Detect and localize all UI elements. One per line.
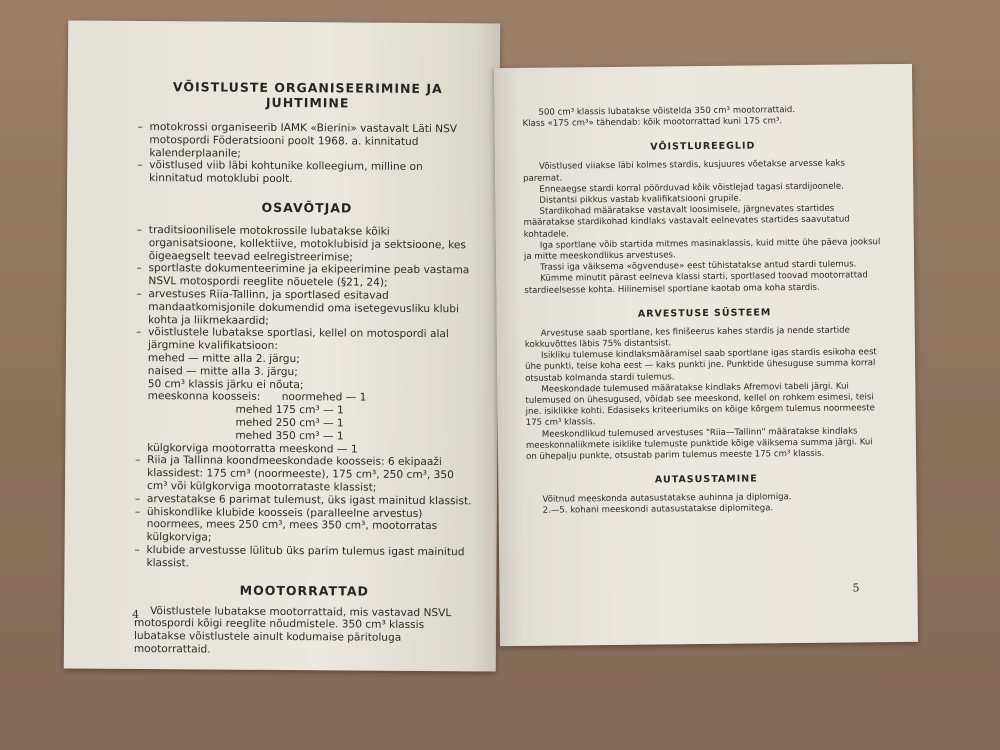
right-page-content <box>522 104 886 517</box>
heading-scoring-system: ARVESTUSE SÜSTEEM <box>637 307 772 320</box>
left-page-content <box>134 79 478 658</box>
rules-paragraph: Distantsi pikkus vastab kvalifikatsiooni grupile. <box>539 193 742 206</box>
org-item: – võistlused viib läbi kohtunike kolleegium, milline on kinnitatud motoklubi poolt. <box>137 159 477 187</box>
participant-item: – klubide arvestusse lülitub üks parim tulemus igast mainitud klassist. <box>134 544 474 572</box>
qualification-line: naised — mitte alla 3. järgu; <box>147 364 298 378</box>
heading-motorcycles: MOOTORRATTAD <box>239 582 369 599</box>
participant-item: – võistlustele lubatakse sportlasi, kellel on motospordi alal järgmine kvalifikatsioon: <box>136 326 476 354</box>
participant-item: – ühiskondlike klubide koosseis (paralleelne arvestus) noormees, mees 250 cm³, mees 350 cm³, mootorratas külgkorviga; <box>135 505 475 546</box>
intro-line: Klass «175 cm³» tähendab: kõik mootorrattad kuni 175 cm³. <box>522 116 783 130</box>
rules-paragraph: Võistlused viiakse läbi kolmes stardis, kusjuures võetakse arvesse kaks paremat. <box>523 158 846 184</box>
qualification-line: mehed — mitte alla 2. järgu; <box>147 352 300 366</box>
motorcycles-paragraph: Võistlustele lubatakse mootorrattaid, mis vastavad NSVL motospordi kõigi reeglite nõudmistele. 350 cm³ klassis lubatakse võistlustele ainult kodumaise päritoluga mootorrattaid. <box>133 604 452 656</box>
participant-item: – arvestatakse 6 parimat tulemust, üks igast mainitud klassist. <box>135 493 475 508</box>
scoring-paragraph: Meeskondlikud tulemused arvestuses "Riia—Tallinn" määratakse kindlaks meeskonnaliikmete isiklike tulemuste punktide kõige väiksema summa järgi. Kui on ühepalju punkte, otsustab parim tulemus meeste 175 cm³ klassis. <box>525 426 873 462</box>
participant-item: – Riia ja Tallinna koondmeeskondade koosseis: 6 ekipaaži klassidest: 175 cm³ (noormeeste), 175 cm³, 250 cm³, 350 cm³ või külgkorviga mootorrataste klassist; <box>135 454 475 495</box>
team-line-juniors: noormehed — 1 <box>281 391 367 404</box>
participant-item: – traditsioonilisele motokrossile lubatakse kõiki organisatsioone, kollektiive, motoklubisid ja sektsioone, kes õigeaegselt teevad eelregistreerimise; <box>137 224 477 265</box>
awards-paragraph: Võitnud meeskonda autasustatakse auhinna ja diplomiga. <box>542 492 792 506</box>
right-page <box>494 64 918 646</box>
team-line: mehed 250 cm³ — 1 <box>235 416 344 430</box>
team-composition-label: meeskonna koosseis: <box>147 390 261 404</box>
scoring-paragraph: Isikliku tulemuse kindlaksmääramisel saab sportlane igas stardis esikoha eest ühe punkti, teise koha eest — kaks punkti jne. Punktide ühesuguse summa korral otsustab kolmanda stardi tulemus. <box>525 347 877 384</box>
rules-paragraph: Trassi iga väiksema «õgvenduse» eest tühistatakse antud stardi tulemus. <box>540 259 857 273</box>
rules-paragraph: Kümme minutit pärast eelneva klassi starti, sportlased toovad mootorrattad stardieelsesse kohta. Hilinemisel sportlane kaotab oma koha stardis. <box>524 270 868 296</box>
org-item: – motokrossi organiseerib IAMK «Bierini» vastavalt Läti NSV motospordi Föderatsiooni poolt 1968. a. kinnitatud kalenderplaanile; <box>137 121 477 162</box>
participant-item: – arvestuses Riia-Tallinn, ja sportlased esitavad mandaatkomisjonile dokumendid oma isetegevusliku klubi kohta ja liikmekaardid; <box>136 288 476 329</box>
page-number-left: 4 <box>132 607 140 622</box>
left-page <box>64 20 501 671</box>
participant-item: – sportlaste dokumenteerimine ja ekipeerimine peab vastama NSVL motospordi reeglite nõuetele (§21, 24); <box>136 262 476 290</box>
team-line: mehed 175 cm³ — 1 <box>235 403 344 417</box>
heading-participants: OSAVÕTJAD <box>261 199 353 216</box>
qualification-line: 50 cm³ klassis järku ei nõuta; <box>147 377 304 391</box>
intro-line: 500 cm³ klassis lubatakse võistelda 350 cm³ mootorrattaid. <box>538 105 796 118</box>
qualification-line <box>136 390 476 405</box>
awards-paragraph: 2.—5. kohani meeskondi autasustatakse diplomitega. <box>542 503 774 517</box>
rules-paragraph: Enneaegse stardi korral pöörduvad kõik võistlejad tagasi stardijoonele. <box>539 181 844 195</box>
page-number-right: 5 <box>852 581 860 595</box>
rules-paragraph: Iga sportlane võib startida mitmes masinaklassis, kuid mitte ühe päeva jooksul ja mitte meeskondlikus arvestuses. <box>523 236 881 262</box>
sidecar-line: külgkorviga mootorratta meeskond — 1 <box>147 441 358 456</box>
rules-paragraph: Stardikohad määratakse vastavalt loosimisele, järgnevates startides määratakse stardikohad kindlaks vastavalt eelnevates startides saavutatud kohtadele. <box>523 203 850 240</box>
scoring-paragraph: Arvestuse saab sportlane, kes finišeerus kahes stardis ja nende startide kokkuvõttes läbis 75% distantsist. <box>524 325 850 350</box>
scoring-paragraph: Meeskondade tulemused määratakse kindlaks Afremovi tabeli järgi. Kui tulemused on ühesugused, võidab see meeskond, kellel on rohkem esimesi, teisi jne. isiklikke kohti. Edasiseks kriteeriumiks on kõige kõrgem tulemus noormeeste 175 cm³ klassis. <box>525 381 875 429</box>
heading-race-rules: VÕISTLUREEGLID <box>650 140 756 153</box>
team-line: mehed 350 cm³ — 1 <box>235 429 344 443</box>
heading-organization: VÕISTLUSTE ORGANISEERIMINE JA JUHTIMINE <box>172 79 443 111</box>
heading-awards: AUTASUSTAMINE <box>654 473 758 486</box>
